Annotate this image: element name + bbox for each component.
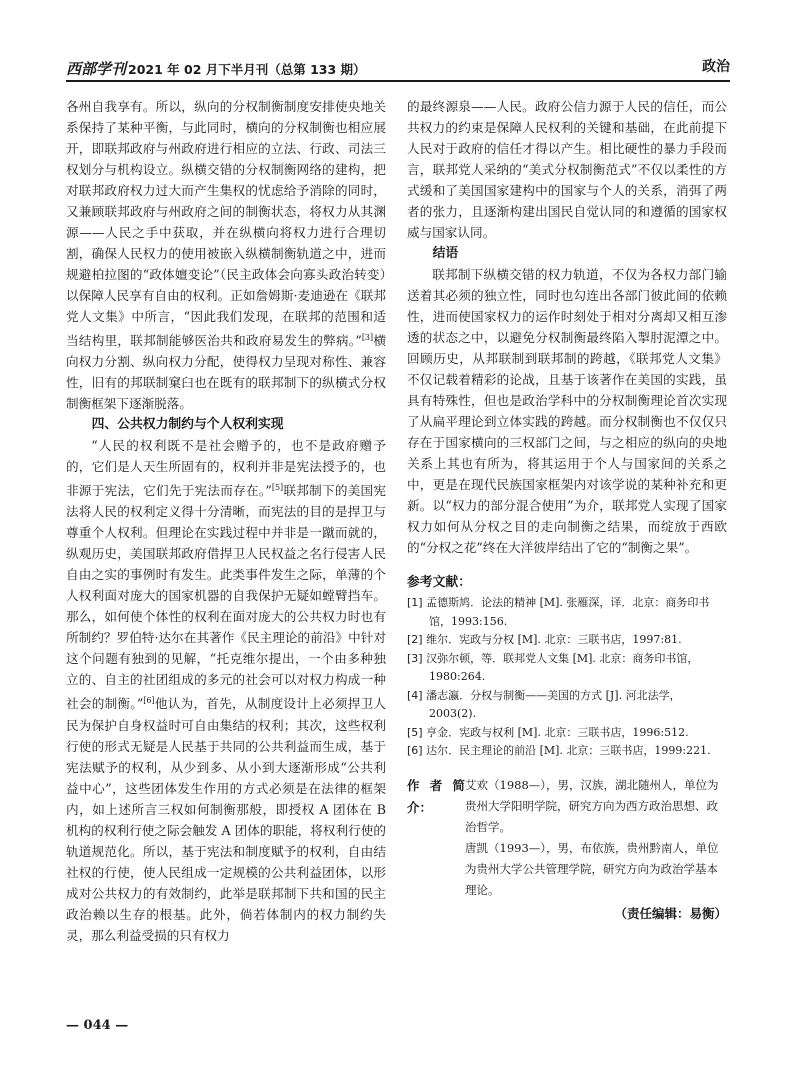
bio-author-2: 唐凯（1993—），男，布依族，贵州黔南人，单位为贵州大学公共管理学院，研究方向为政治学基本理论。 [465,840,719,897]
section-heading: 结语 [432,246,459,261]
paragraph: “人民的权利既不是社会赠予的，也不是政府赠予的，它们是人天生所固有的，权利并非是宪法授予的，也非源于宪法，它们先于宪法而存在。”[5]联邦制下的美国宪法将人民的权利定义得十分清晰，而宪法的目的是捍卫与尊重个人权利。但理论在实践过程中并非是一蹴而就的，纵观历史，美国联邦政府借捍卫人民权益之名行侵害人民自由之实的事例时有发生。此类事件发生之际，单薄的个人权利面对庞大的国家机器的自我保护无疑如螳臂挡车。那么，如何使个体性的权利在面对庞大的公共权力时也有所制约？罗伯特·达尔在其著作《民主理论的前沿》中针对这个问题有独到的见解，“托克维尔提出，一个由多种独立的、自主的社团组成的多元的社会可以对权力构成一种社会的制衡。”[6]他认为，首先，从制度设计上必须捍卫人民为保护自身权益时可自由集结的权利；其次，这些权利行使的形式无疑是人民基于共同的公共利益而生成，基于宪法赋予的权利，从少到多、从小到大逐渐形成“公共利益中心”，这些团体发生作用的方式必须是在法律的框架内，如上述所言三权如何制衡那般，即授权 A 团体在 B 机构的权利行使之际会触发 A 团体的职能，将权利行使的轨道规范化。所以，基于宪法和制度赋予的权利，自由结社权的行使，使人民组成一定规模的公共利益团体，以形成对公共权力的有效制约，此举是联邦制下共和国的民主政治赖以生存的根基。此外，倘若体制内的权力制约失灵，那么利益受损的只有权力 [66,438,387,943]
bio-author-1: 艾欢（1988—），男，汉族，湖北随州人，单位为贵州大学阳明学院，研究方向为西方政治思想、政治哲学。 [465,777,719,834]
citation: [6] [143,696,155,706]
paragraph: 各州自我享有。所以，纵向的分权制衡制度安排使央地关系保持了某种平衡，与此同时，横向的分权制衡也相应展开，即联邦政府与州政府进行相应的立法、行政、司法三权划分与机构设立。纵横交错的分权制衡网络的建构，把对联邦政府权力过大而产生集权的忧虑给予消除的同时，又兼顾联邦政府与州政府之间的制衡状态，将权力从其渊源——人民之手中获取，并在纵横向将权力进行合理切割，确保人民权力的使用被嵌入纵横制衡轨道之中，进而规避柏拉图的“政体嬗变论”（民主政体会向寡头政治转变）以保障人民享有自由的权利。正如詹姆斯·麦迪逊在《联邦党人文集》中所言，“因此我们发现，在联邦的范围和适当结构里，联邦制能够医治共和政府易发生的弊病。”[3]横向权力分割、纵向权力分配，使得权力呈现对称性、兼容性，旧有的邦联制窠臼也在既有的联邦制下的纵横式分权制衡框架下逐渐脱落。 [66,99,387,412]
section-heading: 四、公共权力制约与个人权利实现 [91,417,284,433]
reference-item: [5] 亨金．宪政与权利 [M]. 北京：三联书店，1996:512. [407,725,689,739]
editor-credit: （责任编辑：易衡） [614,905,727,921]
page-number: — 044 — [66,1018,129,1033]
reference-item: [1] 孟德斯鸠．论法的精神 [M]. 张雁深，译．北京：商务印书馆，1993:156. [407,596,710,628]
journal-logo: 西部学刊 [66,60,127,78]
paragraph: 联邦制下纵横交错的权力轨道，不仅为各权力部门输送着其必须的独立性，同时也勾连出各部门彼此间的依赖性，进而使国家权力的运作时刻处于相对分离却又相互渗透的状态之中，以避免分权制衡最终陷入掣肘泥潭之中。回顾历史，从邦联制到联邦制的跨越，《联邦党人文集》不仅记载着精彩的论战，且基于该著作在美国的实践，虽具有特殊性，但也是政治学科中的分权制衡理论首次实现了从扁平理论到立体实践的跨越。而分权制衡也不仅仅只存在于国家横向的三权部门之间，与之相应的纵向的央地关系上其也有所为，将其运用于个人与国家间的关系之中，更是在现代民族国家框架内对该学说的某种补充和更新。以“权力的部分混合使用”为介，联邦党人实现了国家权力如何从分权之目的走向制衡之结果，而绽放于西欧的“分权之花”终在大洋彼岸结出了它的“制衡之果”。 [407,267,727,555]
references-title: 参考文献： [407,575,471,590]
paragraph: 的最终源泉——人民。政府公信力源于人民的信任，而公共权力的约束是保障人民权利的关键和基础，在此前提下人民对于政府的信任才得以产生。相比硬性的暴力手段而言，联邦党人采纳的“美式分权制衡范式”不仅以柔性的方式缓和了美国国家建构中的国家与个人的关系，消弭了两者的张力，且逐渐构建出国民自觉认同的和遵循的国家权威与国家认同。 [407,99,727,240]
section-label: 政治 [702,59,730,75]
page-header [66,58,730,82]
issue-info: 2021 年 02 月下半月刊（总第 133 期） [128,62,366,77]
citation: [5] [271,483,284,493]
reference-item: [3] 汉弥尔顿，等．联邦党人文集 [M]. 北京：商务印书馆，1980:264. [407,651,699,683]
reference-item: [2] 维尔．宪政与分权 [M]. 北京：三联书店，1997:81. [407,633,682,646]
bio-label: 作者简介： [407,777,465,815]
journal-title [66,58,366,79]
reference-item: [4] 潘志瀛．分权与制衡——美国的方式 [J]. 河北法学，2003(2). [407,688,681,720]
reference-item: [6] 达尔．民主理论的前沿 [M]. 北京：三联书店，1999:221. [407,744,711,757]
author-bio [407,775,727,901]
header-rule [66,80,730,82]
right-column [407,96,727,921]
citation: [3] [361,333,374,342]
left-column [66,96,387,943]
